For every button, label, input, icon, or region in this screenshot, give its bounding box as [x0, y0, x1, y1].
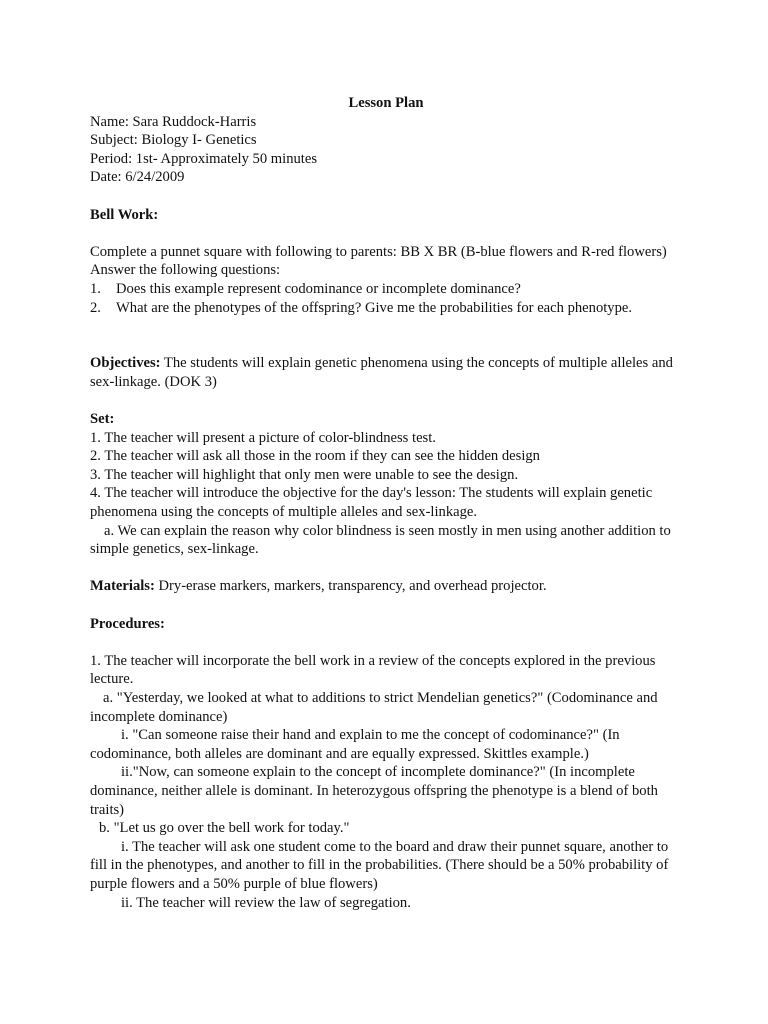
set-item: 3. The teacher will highlight that only men were unable to see the design.: [90, 466, 519, 483]
materials-text: Dry-erase markers, markers, transparency, and overhead projector.: [154, 578, 547, 595]
procedure-sub-item: a. "Yesterday, we looked at what to additions to strict Mendelian genetics?" (Codominance and incomplete dominance): [90, 690, 658, 725]
document-title: Lesson Plan: [348, 95, 424, 111]
spacer: [90, 224, 682, 243]
procedure-sub-sub-item: ii. The teacher will review the law of segregation.: [121, 894, 411, 911]
bell-work-answer: Answer the following questions:: [90, 262, 281, 279]
set-item: 4. The teacher will introduce the objective for the day's lesson: The students will explain genetic phenomena using the concepts of multiple alleles and sex-linkage.: [90, 485, 653, 521]
bell-work-heading: Bell Work:: [90, 206, 159, 223]
spacer: [90, 596, 682, 615]
subject-line: Subject: Biology I- Genetics: [90, 132, 257, 149]
procedure-item: 1. The teacher will incorporate the bell work in a review of the concepts explored in the previous lecture.: [90, 652, 656, 688]
date-line: Date: 6/24/2009: [90, 169, 185, 186]
procedure-sub-item: b. "Let us go over the bell work for today.": [99, 820, 350, 837]
spacer: [90, 392, 682, 411]
period-line: Period: 1st- Approximately 50 minutes: [90, 150, 317, 167]
question-text: Does this example represent codominance or incomplete dominance?: [116, 280, 521, 297]
set-item: 2. The teacher will ask all those in the room if they can see the hidden design: [90, 448, 540, 465]
objectives-text: The students will explain genetic phenomena using the concepts of multiple alleles and sex-linkage. (DOK 3): [90, 355, 673, 390]
spacer: [90, 633, 682, 652]
bell-work-question: [90, 299, 682, 318]
set-sub-item: a. We can explain the reason why color blindness is seen mostly in men using another addition to simple genetics, sex-linkage.: [90, 522, 671, 558]
question-number: 2.: [90, 299, 101, 316]
spacer: [90, 559, 682, 578]
procedure-sub-sub-item: i. The teacher will ask one student come to the board and draw their punnet square, another to fill in the phenotypes, and another to fill in the probabilities. (There should be a 50% probability of purple flowers and a 50% purple of blue flowers): [90, 838, 669, 892]
question-text: What are the phenotypes of the offspring? Give me the probabilities for each phenotype.: [116, 299, 633, 316]
spacer: [90, 317, 682, 354]
spacer: [90, 187, 682, 206]
procedures-heading: Procedures:: [90, 615, 165, 632]
question-number: 1.: [90, 280, 101, 297]
name-line: Name: Sara Ruddock-Harris: [90, 113, 257, 130]
objectives-label: Objectives:: [90, 355, 161, 372]
bell-work-question: [90, 280, 682, 299]
procedure-sub-sub-item: i. "Can someone raise their hand and explain to me the concept of codominance?" (In codominance, both alleles are dominant and are equally expressed. Skittles example.): [90, 727, 620, 762]
objectives-paragraph: [90, 354, 682, 391]
set-heading: Set:: [90, 411, 115, 428]
bell-work-intro: Complete a punnet square with following to parents: BB X BR (B-blue flowers and R-red flowers): [90, 243, 667, 260]
lesson-plan-document: [90, 94, 682, 912]
materials-label: Materials:: [90, 578, 155, 595]
materials-paragraph: [90, 577, 682, 596]
set-item: 1. The teacher will present a picture of color-blindness test.: [90, 429, 436, 446]
procedure-sub-sub-item: ii."Now, can someone explain to the concept of incomplete dominance?" (In incomplete dominance, neither allele is dominant. In heterozygous offspring the phenotype is a blend of both traits): [90, 764, 658, 818]
